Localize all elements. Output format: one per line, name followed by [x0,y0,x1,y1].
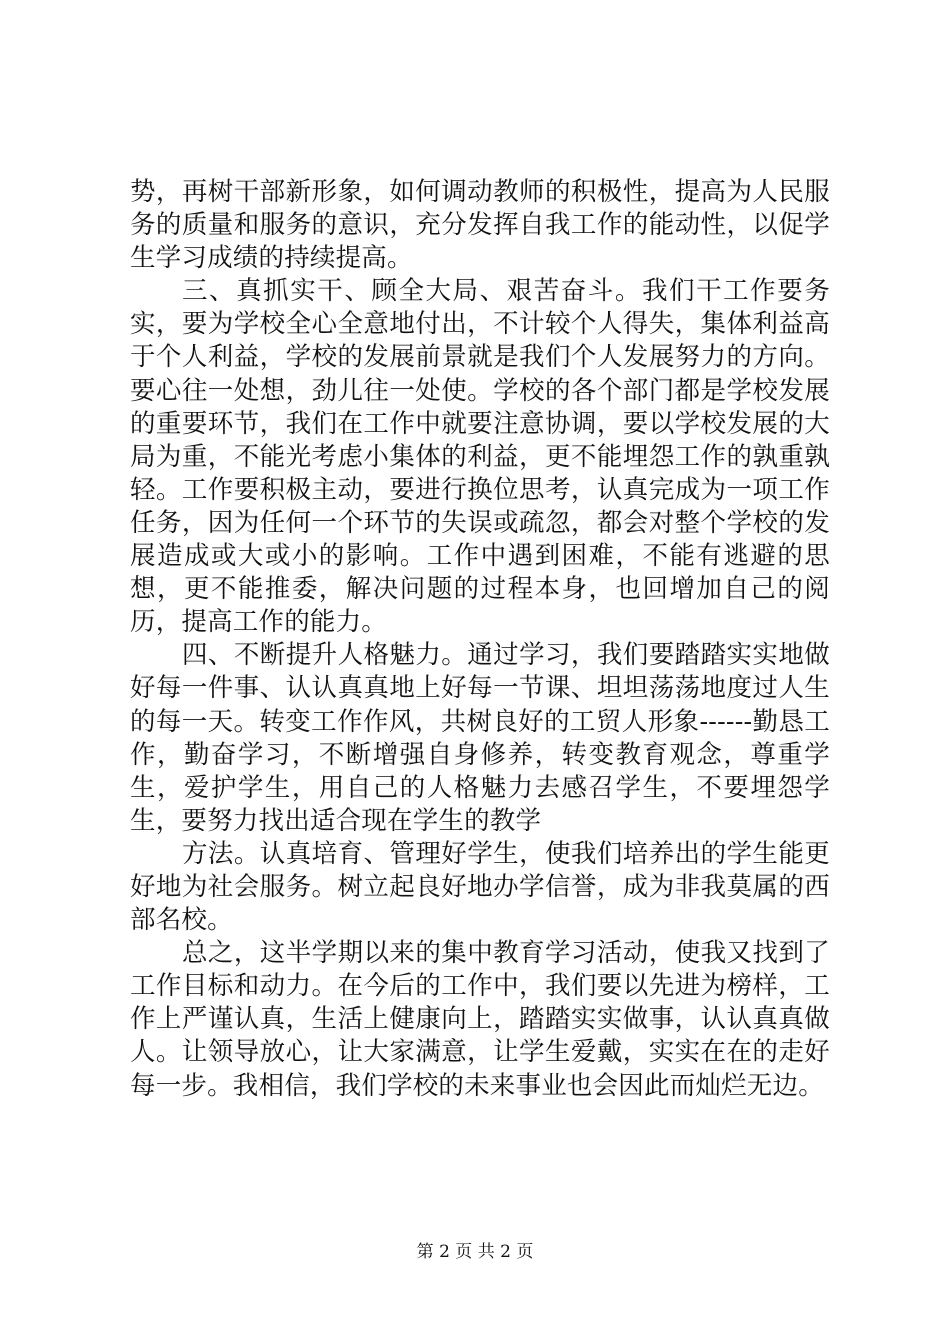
paragraph-5: 总之，这半学期以来的集中教育学习活动，使我又找到了工作目标和动力。在今后的工作中，我们要以先进为榜样，工作上严谨认真，生活上健康向上，踏踏实实做事，认认真真做人。让领导放心，让大家满意，让学生爱戴，实实在在的走好每一步。我相信，我们学校的未来事业也会因此而灿烂无边。 [130,938,830,1101]
document-body [130,176,830,1103]
paragraph-1: 势，再树干部新形象，如何调动教师的积极性，提高为人民服务的质量和服务的意识，充分发挥自我工作的能动性，以促学生学习成绩的持续提高。 [130,177,830,274]
paragraph-4: 方法。认真培育、管理好学生，使我们培养出的学生能更好地为社会服务。树立起良好地办学信誉，成为非我莫属的西部名校。 [130,838,830,936]
paragraph-3: 四、不断提升人格魅力。通过学习，我们要踏踏实实地做好每一件事、认认真真地上好每一节课、坦坦荡荡地度过人生的每一天。转变工作作风，共树良好的工贸人形象------勤恳工作，勤奋学习，不断增强自身修养，转变教育观念，尊重学生，爱护学生，用自己的人格魅力去感召学生，不要埋怨学生，要努力找出适合现在学生的教学 [130,640,830,836]
paragraph-2: 三、真抓实干、顾全大局、艰苦奋斗。我们干工作要务实，要为学校全心全意地付出，不计较个人得失，集体利益高于个人利益，学校的发展前景就是我们个人发展努力的方向。要心往一处想，劲儿往一处使。学校的各个部门都是学校发展的重要环节，我们在工作中就要注意协调，要以学校发展的大局为重，不能光考虑小集体的利益，更不能埋怨工作的孰重孰轻。工作要积极主动，要进行换位思考，认真完成为一项工作任务，因为任何一个环节的失误或疏忽，都会对整个学校的发展造成或大或小的影响。工作中遇到困难，不能有逃避的思想，更不能推委，解决问题的过程本身，也回增加自己的阅历，提高工作的能力。 [130,276,830,638]
page-footer: 第 2 页 共 2 页 [416,1242,534,1262]
